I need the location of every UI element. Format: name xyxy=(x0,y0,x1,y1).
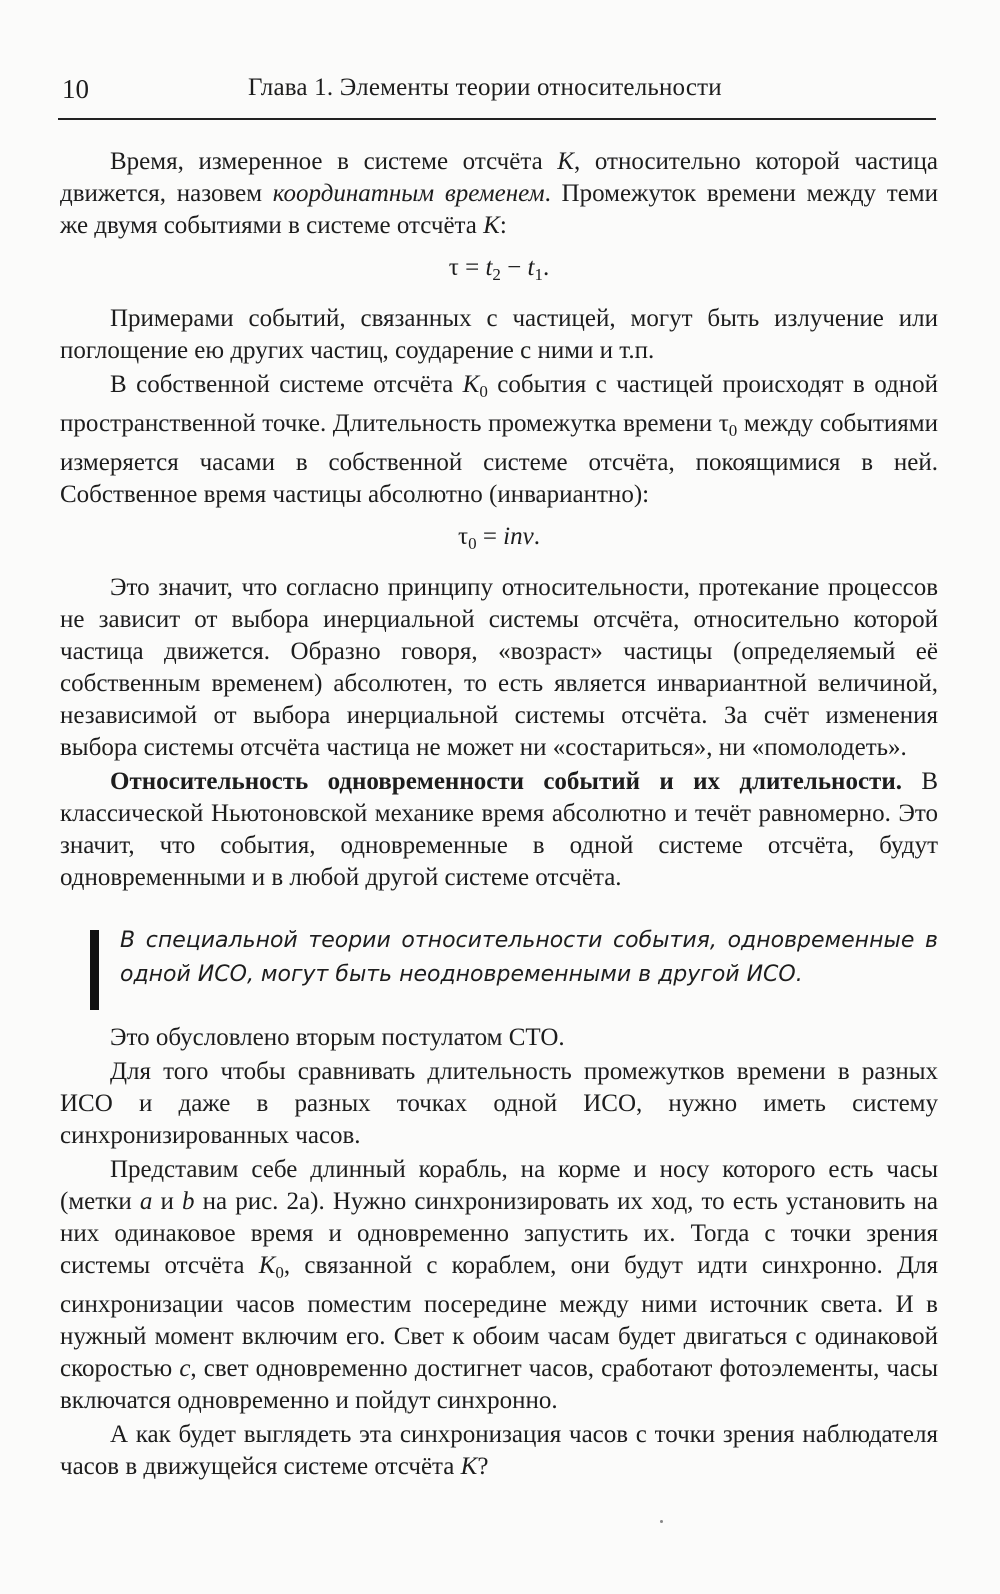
page-header xyxy=(58,74,936,120)
paragraph-coordinate-time: Время, измеренное в системе отсчёта K, относительно которой частица движется, назовем координатным временем. Промежуток времени между теми же двумя событиями в системе отсчёта K: xyxy=(60,148,939,239)
paragraph-simultaneity: Относительность одновременности событий и их длительности. В классической Ньютоновской механике время абсолютно и течёт равномерно. Это значит, что события, одновременные в одной системе отсчёта, будут одновременными и в любой другой системе отсчёта. xyxy=(60,768,938,891)
paragraph-second-postulate: Это обусловлено вторым постулатом СТО. xyxy=(110,1024,565,1051)
paragraph-ship-example: Представим себе длинный корабль, на корме и носу которого есть часы (метки a и b на рис. 2а). Нужно синхронизировать их ход, то есть установить на них одинаковое время и одновременно запустить их. Тогда с точки зрения системы отсчёта $K_0$, связанной с кораблем, они будут идти синхронно. Для синхронизации часов поместим посередине между ними источник света. И в нужный момент включим его. Свет к обоим часам будет двигаться с одинаковой скоростью c, свет одновременно достигнет часов, сработают фотоэлементы, часы включатся одновременно и пойдут синхронно. xyxy=(60,1156,939,1414)
paragraph-event-examples: Примерами событий, связанных с частицей, могут быть излучение или поглощение ею других частиц, соударение с ними и т.п. xyxy=(60,305,938,364)
formula-tau: $\tau = t_2 - t_1$. xyxy=(448,254,550,284)
print-speck xyxy=(660,1520,663,1523)
page-number: 10 xyxy=(62,74,89,104)
callout-text: В специальной теории относительности события, одновременные в одной ИСО, могут быть неодновременными в другой ИСО. xyxy=(120,928,938,987)
formula-tau0: $\tau_0$ = inv. xyxy=(458,523,540,553)
term-coordinate-time: координатным временем xyxy=(272,180,545,207)
highlighted-statement xyxy=(60,924,938,992)
paragraph-relativity-principle: Это значит, что согласно принципу относительности, протекание процессов не зависит от выбора инерциальной системы отсчёта, относительно которой частица движется. Образно говоря, «возраст» частицы (определяемый её собственным временем) абсолютен, то есть является инвариантной величиной, независимой от выбора инерциальной системы отсчёта. За счёт изменения выбора системы отсчёта частица не может ни «состариться», ни «помолодеть». xyxy=(60,574,938,761)
paragraph-moving-observer: А как будет выглядеть эта синхронизация часов с точки зрения наблюдателя часов в движущейся системе отсчёта K? xyxy=(60,1421,938,1480)
callout-bar xyxy=(90,930,99,1010)
page-body xyxy=(60,146,938,1485)
paragraph-synchronized-clocks: Для того чтобы сравнивать длительность промежутков времени в разных ИСО и даже в разных точках одной ИСО, нужно иметь систему синхронизированных часов. xyxy=(60,1058,938,1149)
running-title: Глава 1. Элементы теории относительности xyxy=(248,74,722,101)
paragraph-proper-time: В собственной системе отсчёта $K_0$ события с частицей происходят в одной пространственной точке. Длительность промежутка времени $\tau_0$ между событиями измеряется часами в собственной системе отсчёта, покоящимися в ней. Собственное время частицы абсолютно (инвариантно): xyxy=(60,371,938,508)
section-heading: Относительность одновременности событий и их длительности. xyxy=(110,768,902,795)
